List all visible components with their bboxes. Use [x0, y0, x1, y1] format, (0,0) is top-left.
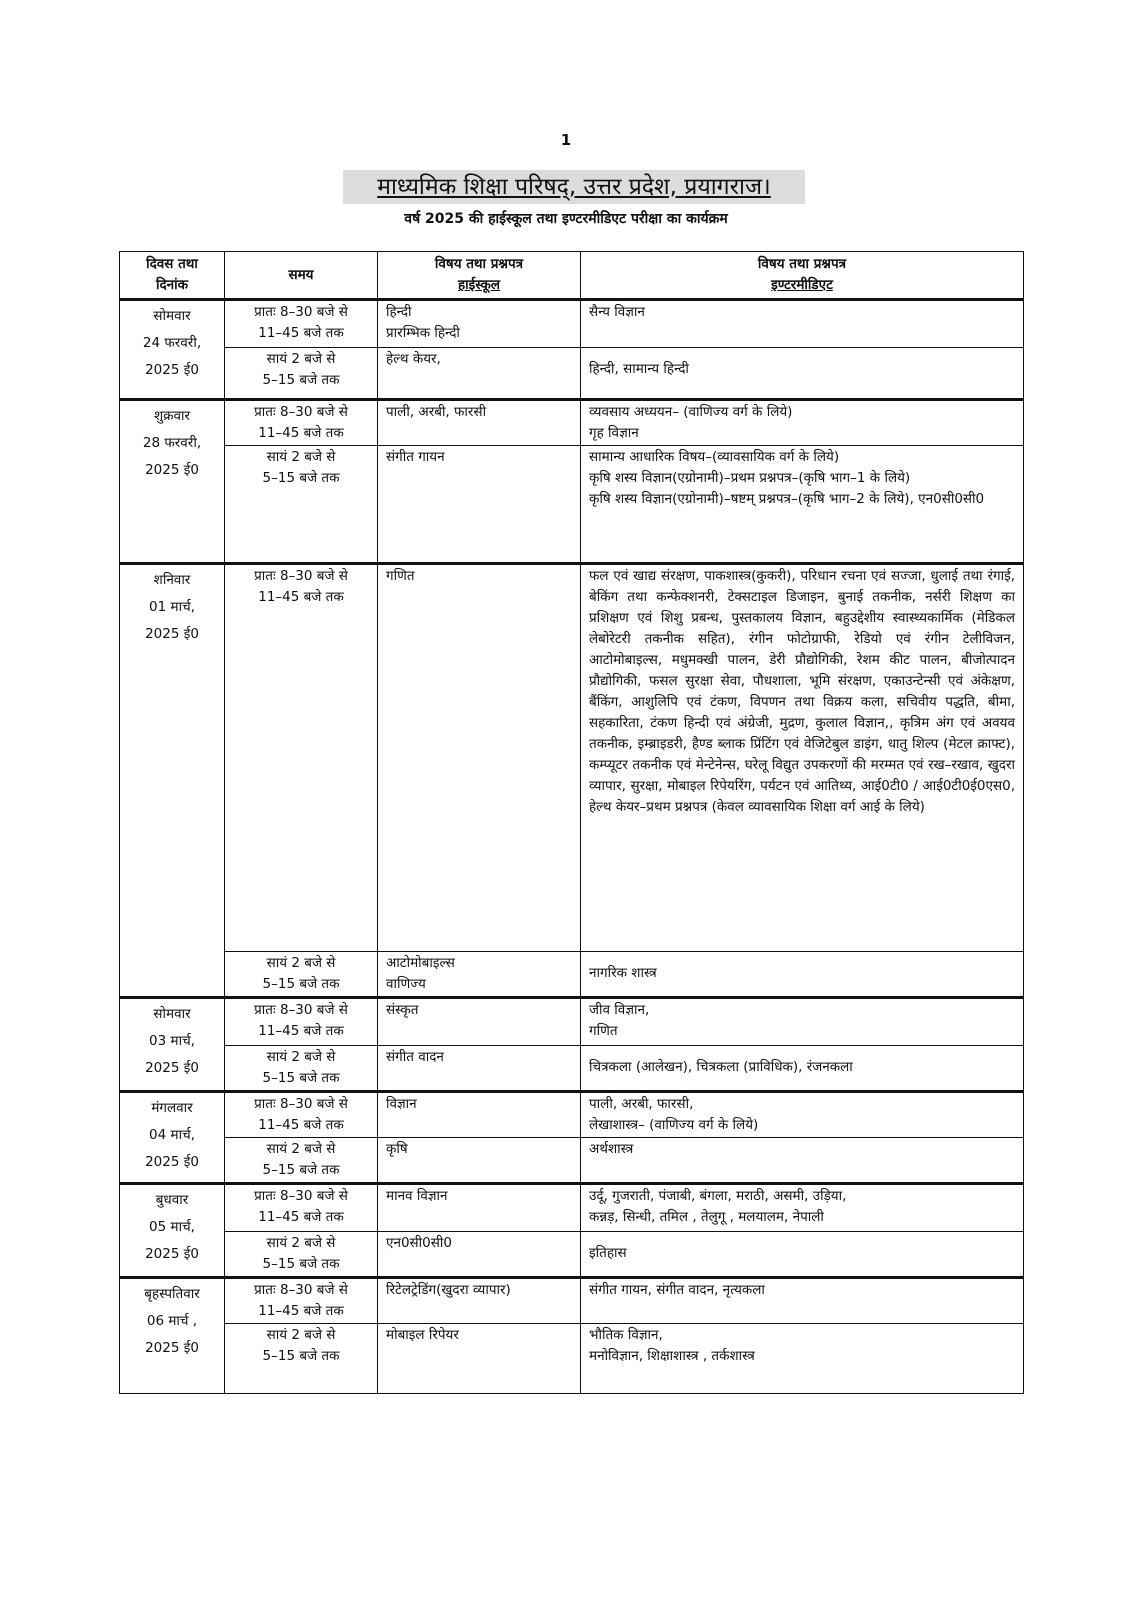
header-inter-line1: विषय तथा प्रश्नपत्र	[757, 256, 847, 272]
table-row	[120, 1232, 1024, 1278]
time-line: सायं 2 बजे से	[266, 449, 336, 465]
day-date-line: 24 फरवरी,	[142, 335, 202, 351]
header-hs-line1: विषय तथा प्रश्नपत्र	[434, 256, 524, 272]
day-date-line: 06 मार्च ,	[146, 1313, 198, 1329]
time-line: प्रातः 8–30 बजे से	[254, 568, 348, 584]
intermediate-subject-line: फल एवं खाद्य संरक्षण, पाकशास्त्र(कुकरी), परिधान रचना एवं सज्जा, धुलाई तथा रंगाई, बेकिंग तथा कन्फेक्शनरी, टेक्सटाइल डिजाइन, बुनाई तकनीक, नर्सरी शिक्षण का प्रशिक्षण एवं शिशु प्रबन्ध, पुस्तकालय विज्ञान, बहुउद्देशीय स्वास्थ्यकार्मिक (मेडिकल लेबोरेटरी तकनीक सहित), रंगीन फोटोग्राफी, रेडियो एवं रंगीन टेलीविजन, आटोमोबाइल्स, मधुमक्खी पालन, डेरी प्रौद्योगिकी, रेशम कीट पालन, बीजोत्पादन प्रौद्योगिकी, फसल सुरक्षा सेवा, पौधशाला, भूमि संरक्षण, एकाउन्टेन्सी एवं अंकेक्षण, बैंकिंग, आशुलिपि एवं टंकण, विपणन तथा विक्रय कला, सचिवीय पद्धति, बीमा, सहकारिता, टंकण हिन्दी एवं अंग्रेजी, मुद्रण, कुलाल विज्ञान,, कृत्रिम अंग एवं अवयव तकनीक, इम्ब्राइडरी, हैण्ड ब्लाक प्रिंटिंग एवं वेजिटेबुल डाइंग, धातु शिल्प (मेटल क्राफ्ट), कम्प्यूटर तकनीक एवं मेन्टेनेन्स, घरेलू विद्युत उपकरणों की मरम्मत एवं रख–रखाव, खुदरा व्यापार, सुरक्षा, मोबाइल रिपेयरिंग, पर्यटन एवं आतिथ्य, आई0टी0 / आई0टी0ई0एस0, हेल्थ केयर–प्रथम प्रश्नपत्र (केवल व्यावसायिक शिक्षा वर्ग आई के लिये)	[589, 568, 1015, 815]
table-row	[120, 348, 1024, 400]
time-cell	[225, 1278, 378, 1324]
intermediate-subject-cell	[581, 1138, 1024, 1184]
day-date-cell	[120, 1184, 225, 1278]
intermediate-subject-cell	[581, 564, 1024, 952]
day-date-line: शनिवार	[153, 572, 191, 588]
highschool-subject-line: विज्ञान	[386, 1096, 417, 1112]
day-date-line: 2025 ई0	[145, 462, 199, 478]
intermediate-subject-cell	[581, 1184, 1024, 1232]
intermediate-subject-cell	[581, 1324, 1024, 1394]
highschool-subject-line: वाणिज्य	[386, 976, 426, 992]
highschool-subject-line: एन0सी0सी0	[386, 1235, 452, 1251]
header-highschool	[378, 252, 581, 300]
intermediate-subject-line: इतिहास	[589, 1245, 627, 1261]
table-row	[120, 1046, 1024, 1092]
highschool-subject-cell	[378, 564, 581, 952]
header-day-line2: दिनांक	[155, 277, 189, 293]
header-intermediate	[581, 252, 1024, 300]
day-date-cell	[120, 998, 225, 1092]
time-cell	[225, 564, 378, 952]
header-day	[120, 252, 225, 300]
header-day-line1: दिवस तथा	[146, 256, 198, 272]
highschool-subject-cell	[378, 998, 581, 1046]
day-date-line: 2025 ई0	[145, 1340, 199, 1356]
intermediate-subject-cell	[581, 446, 1024, 564]
intermediate-subject-line: पाली, अरबी, फारसी,	[589, 1096, 694, 1112]
highschool-subject-cell	[378, 1138, 581, 1184]
day-date-cell	[120, 564, 225, 998]
day-group	[120, 1184, 1024, 1278]
highschool-subject-cell	[378, 300, 581, 348]
time-cell	[225, 998, 378, 1046]
day-date-line: सोमवार	[153, 308, 191, 324]
time-cell	[225, 952, 378, 998]
time-cell	[225, 1092, 378, 1138]
time-line: 5–15 बजे तक	[262, 1348, 340, 1364]
time-line: सायं 2 बजे से	[266, 351, 336, 367]
day-date-line: 01 मार्च,	[149, 599, 195, 615]
highschool-subject-line: मोबाइल रिपेयर	[386, 1327, 459, 1343]
intermediate-subject-line: सैन्य विज्ञान	[589, 304, 645, 320]
day-date-line: बुधवार	[155, 1192, 189, 1208]
highschool-subject-line: कृषि	[386, 1141, 408, 1157]
day-date-line: सोमवार	[153, 1006, 191, 1022]
day-group	[120, 1278, 1024, 1394]
table-row	[120, 1092, 1024, 1138]
time-line: सायं 2 बजे से	[266, 1049, 336, 1065]
intermediate-subject-cell	[581, 998, 1024, 1046]
day-date-line: 03 मार्च,	[149, 1033, 195, 1049]
intermediate-subject-line: कन्नड़, सिन्धी, तमिल , तेलुगू , मलयालम, नेपाली	[589, 1209, 824, 1225]
intermediate-subject-cell	[581, 1278, 1024, 1324]
intermediate-subject-cell	[581, 348, 1024, 400]
highschool-subject-line: हिन्दी	[386, 304, 412, 320]
day-date-cell	[120, 1092, 225, 1184]
intermediate-subject-line: कृषि शस्य विज्ञान(एग्रोनामी)–प्रथम प्रश्नपत्र–(कृषि भाग–1 के लिये)	[589, 470, 911, 486]
highschool-subject-cell	[378, 400, 581, 446]
time-line: 11–45 बजे तक	[258, 425, 344, 441]
intermediate-subject-line: नागरिक शास्त्र	[589, 965, 657, 981]
time-cell	[225, 1324, 378, 1394]
day-date-line: शुक्रवार	[153, 408, 191, 424]
day-date-line: 28 फरवरी,	[142, 435, 202, 451]
day-date-line: 2025 ई0	[145, 626, 199, 642]
highschool-subject-line: मानव विज्ञान	[386, 1188, 448, 1204]
highschool-subject-line: हेल्थ केयर,	[386, 351, 441, 367]
day-date-cell	[120, 1278, 225, 1394]
day-date-line: 04 मार्च,	[149, 1127, 195, 1143]
day-group	[120, 300, 1024, 400]
table-row	[120, 1324, 1024, 1394]
table-header	[120, 252, 1024, 300]
intermediate-subject-line: उर्दू, गुजराती, पंजाबी, बंगला, मराठी, असमी, उड़िया,	[589, 1188, 847, 1204]
day-date-line: मंगलवार	[151, 1100, 193, 1116]
time-line: 11–45 बजे तक	[258, 1303, 344, 1319]
table-row	[120, 300, 1024, 348]
page-number: 1	[560, 131, 572, 149]
table-row	[120, 1184, 1024, 1232]
time-line: 11–45 बजे तक	[258, 1117, 344, 1133]
highschool-subject-cell	[378, 952, 581, 998]
highschool-subject-cell	[378, 1324, 581, 1394]
header-row	[120, 252, 1024, 300]
time-line: 5–15 बजे तक	[262, 372, 340, 388]
day-group	[120, 998, 1024, 1092]
time-line: प्रातः 8–30 बजे से	[254, 1188, 348, 1204]
time-line: 11–45 बजे तक	[258, 589, 344, 605]
time-line: प्रातः 8–30 बजे से	[254, 404, 348, 420]
day-date-line: 2025 ई0	[145, 1060, 199, 1076]
highschool-subject-cell	[378, 348, 581, 400]
intermediate-subject-line: हिन्दी, सामान्य हिन्दी	[589, 361, 689, 377]
time-line: 5–15 बजे तक	[262, 1070, 340, 1086]
highschool-subject-cell	[378, 446, 581, 564]
intermediate-subject-cell	[581, 1046, 1024, 1092]
time-cell	[225, 1046, 378, 1092]
time-line: 5–15 बजे तक	[262, 470, 340, 486]
time-line: 11–45 बजे तक	[258, 1023, 344, 1039]
time-cell	[225, 1232, 378, 1278]
table-row	[120, 952, 1024, 998]
intermediate-subject-line: सामान्य आधारिक विषय–(व्यावसायिक वर्ग के लिये)	[589, 449, 840, 465]
time-cell	[225, 446, 378, 564]
day-group	[120, 1092, 1024, 1184]
time-cell	[225, 1184, 378, 1232]
highschool-subject-line: संस्कृत	[386, 1002, 419, 1018]
highschool-subject-cell	[378, 1184, 581, 1232]
intermediate-subject-cell	[581, 952, 1024, 998]
intermediate-subject-line: गृह विज्ञान	[589, 425, 639, 441]
time-line: प्रातः 8–30 बजे से	[254, 1282, 348, 1298]
time-line: सायं 2 बजे से	[266, 1327, 336, 1343]
intermediate-subject-cell	[581, 300, 1024, 348]
intermediate-subject-line: मनोविज्ञान, शिक्षाशास्त्र , तर्कशास्त्र	[589, 1348, 755, 1364]
highschool-subject-line: पाली, अरबी, फारसी	[386, 404, 487, 420]
time-line: 11–45 बजे तक	[258, 325, 344, 341]
day-group	[120, 564, 1024, 998]
intermediate-subject-cell	[581, 1232, 1024, 1278]
time-line: 5–15 बजे तक	[262, 1162, 340, 1178]
day-date-line: 2025 ई0	[145, 1246, 199, 1262]
time-cell	[225, 348, 378, 400]
highschool-subject-line: आटोमोबाइल्स	[386, 955, 455, 971]
day-group	[120, 400, 1024, 564]
page-title: माध्यमिक शिक्षा परिषद्, उत्तर प्रदेश, प्रयागराज।	[343, 170, 805, 204]
intermediate-subject-line: अर्थशास्त्र	[589, 1141, 634, 1157]
table-row	[120, 998, 1024, 1046]
day-date-cell	[120, 300, 225, 400]
highschool-subject-line: गणित	[386, 568, 415, 584]
time-line: 5–15 बजे तक	[262, 976, 340, 992]
day-date-line: 2025 ई0	[145, 362, 199, 378]
time-line: सायं 2 बजे से	[266, 1235, 336, 1251]
day-date-cell	[120, 400, 225, 564]
intermediate-subject-line: संगीत गायन, संगीत वादन, नृत्यकला	[589, 1282, 765, 1298]
table-row	[120, 564, 1024, 952]
intermediate-subject-line: जीव विज्ञान,	[589, 1002, 650, 1018]
time-line: 11–45 बजे तक	[258, 1209, 344, 1225]
intermediate-subject-cell	[581, 1092, 1024, 1138]
time-cell	[225, 400, 378, 446]
intermediate-subject-line: लेखाशास्त्र– (वाणिज्य वर्ग के लिये)	[589, 1117, 759, 1133]
table-row	[120, 1138, 1024, 1184]
highschool-subject-cell	[378, 1092, 581, 1138]
highschool-subject-line: रिटेलट्रेडिंग(खुदरा व्यापार)	[386, 1282, 511, 1298]
highschool-subject-line: प्रारम्भिक हिन्दी	[386, 325, 460, 341]
time-cell	[225, 1138, 378, 1184]
time-line: प्रातः 8–30 बजे से	[254, 1002, 348, 1018]
header-inter-line2: इण्टरमीडिएट	[771, 277, 833, 293]
intermediate-subject-line: चित्रकला (आलेखन), चित्रकला (प्राविधिक), रंजनकला	[589, 1059, 853, 1075]
day-date-line: 2025 ई0	[145, 1154, 199, 1170]
time-line: सायं 2 बजे से	[266, 955, 336, 971]
highschool-subject-line: संगीत वादन	[386, 1049, 444, 1065]
time-line: प्रातः 8–30 बजे से	[254, 1096, 348, 1112]
highschool-subject-line: संगीत गायन	[386, 449, 445, 465]
table-row	[120, 1278, 1024, 1324]
intermediate-subject-cell	[581, 400, 1024, 446]
highschool-subject-cell	[378, 1232, 581, 1278]
exam-schedule-table	[119, 251, 1024, 1394]
time-line: सायं 2 बजे से	[266, 1141, 336, 1157]
header-hs-line2: हाईस्कूल	[457, 277, 501, 293]
intermediate-subject-line: भौतिक विज्ञान,	[589, 1327, 663, 1343]
time-line: 5–15 बजे तक	[262, 1256, 340, 1272]
day-date-line: 05 मार्च,	[149, 1219, 195, 1235]
intermediate-subject-line: व्यवसाय अध्ययन– (वाणिज्य वर्ग के लिये)	[589, 404, 793, 420]
page-subtitle: वर्ष 2025 की हाईस्कूल तथा इण्टरमीडिएट परीक्षा का कार्यक्रम	[404, 211, 728, 227]
intermediate-subject-line: कृषि शस्य विज्ञान(एग्रोनामी)–षष्टम् प्रश्नपत्र–(कृषि भाग–2 के लिये), एन0सी0सी0	[589, 491, 985, 507]
time-cell	[225, 300, 378, 348]
time-line: प्रातः 8–30 बजे से	[254, 304, 348, 320]
highschool-subject-cell	[378, 1278, 581, 1324]
day-date-line: बृहस्पतिवार	[144, 1286, 200, 1302]
highschool-subject-cell	[378, 1046, 581, 1092]
intermediate-subject-line: गणित	[589, 1023, 618, 1039]
table-row	[120, 400, 1024, 446]
header-time: समय	[225, 252, 378, 300]
table-row	[120, 446, 1024, 564]
